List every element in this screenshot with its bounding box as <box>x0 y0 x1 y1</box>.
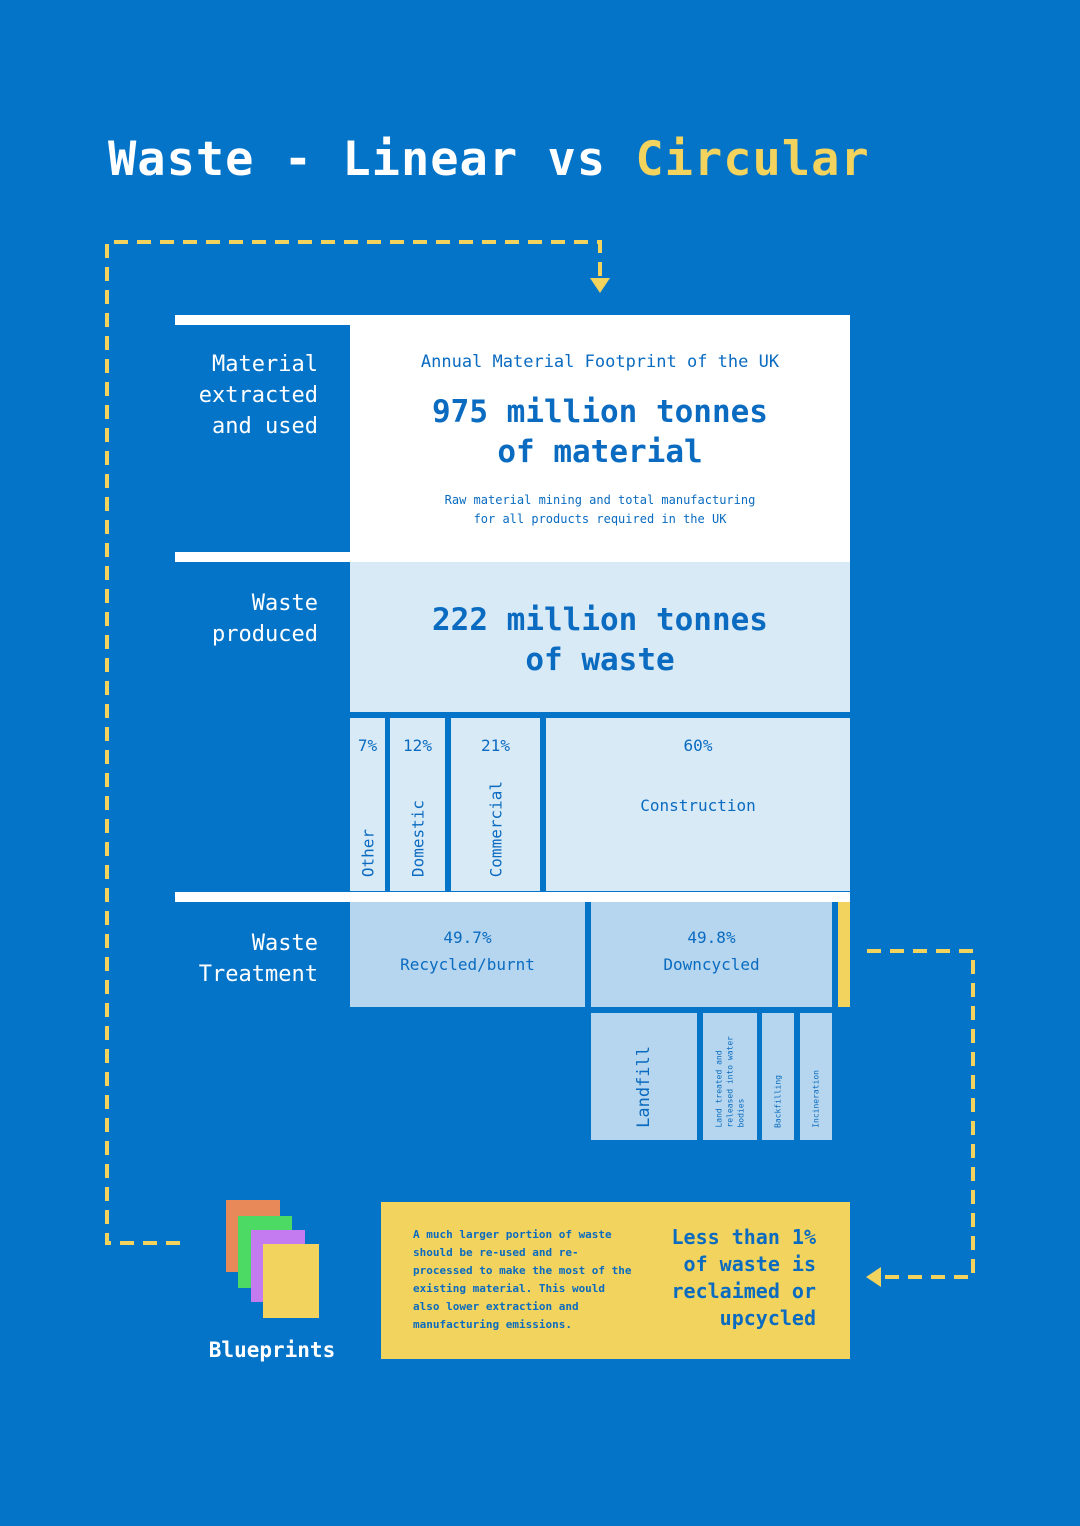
downcycled-landfill <box>591 1013 697 1140</box>
material-footprint-block <box>350 315 850 562</box>
arrow-left-icon <box>866 1267 881 1287</box>
category-construction <box>546 718 850 891</box>
downcycled-water-bodies <box>703 1013 757 1140</box>
downcycled-backfilling <box>762 1013 794 1140</box>
category-label: Domestic <box>408 799 427 877</box>
category-domestic <box>390 718 445 891</box>
footprint-subtitle: Annual Material Footprint of the UK <box>420 352 780 372</box>
treatment-pct: 49.7% <box>443 928 492 947</box>
separator-treatment <box>175 892 850 902</box>
downcycled-label: Land treated and released into water bodies <box>714 1036 746 1128</box>
category-pct: 12% <box>403 736 432 755</box>
reclaimed-sliver <box>838 902 850 1007</box>
downcycled-label: Backfilling <box>773 1075 783 1128</box>
separator-waste <box>175 552 351 562</box>
category-label: Commercial <box>486 780 505 877</box>
callout-text: A much larger portion of waste should be re-used and re-processed to make the most of the existing material. This would also lower extraction and manufacturing emissions. <box>413 1228 632 1331</box>
callout-box <box>381 1202 850 1359</box>
right-loop-line <box>867 951 973 1277</box>
title-circular: Circular <box>635 132 870 187</box>
row-label-treatment: Waste Treatment <box>198 931 318 987</box>
callout-headline: Less than 1% of waste is reclaimed or upcycled <box>671 1225 816 1330</box>
treatment-label: Downcycled <box>663 955 760 974</box>
downcycled-incineration <box>800 1013 832 1140</box>
footprint-value: 975 million tonnes of material <box>432 394 768 470</box>
row-label-waste: Waste produced <box>212 591 318 647</box>
treatment-label: Recycled/burnt <box>400 955 535 974</box>
arrow-down-icon <box>590 278 610 293</box>
category-pct: 60% <box>683 736 713 755</box>
category-label: Other <box>358 828 377 877</box>
category-pct: 7% <box>357 736 378 755</box>
row-label-material: Material extracted and used <box>198 352 318 439</box>
category-label: Construction <box>640 796 756 815</box>
category-pct: 21% <box>481 736 510 755</box>
treatment-downcycled <box>591 902 832 1007</box>
downcycled-label: Landfill <box>634 1046 654 1128</box>
footprint-note: Raw material mining and total manufacturing for all products required in the UK <box>444 493 756 526</box>
waste-produced-value: 222 million tonnes of waste <box>432 602 768 678</box>
waste-produced-block <box>350 562 850 712</box>
treatment-recycled <box>350 902 585 1007</box>
blueprints-logo-icon <box>224 1198 324 1323</box>
category-other <box>350 718 385 891</box>
title-linear: Waste - Linear vs <box>108 132 636 187</box>
category-commercial <box>451 718 540 891</box>
downcycled-label: Incineration <box>811 1070 821 1128</box>
separator-material <box>175 315 351 325</box>
treatment-pct: 49.8% <box>687 928 736 947</box>
brand-name: Blueprints <box>208 1338 336 1362</box>
